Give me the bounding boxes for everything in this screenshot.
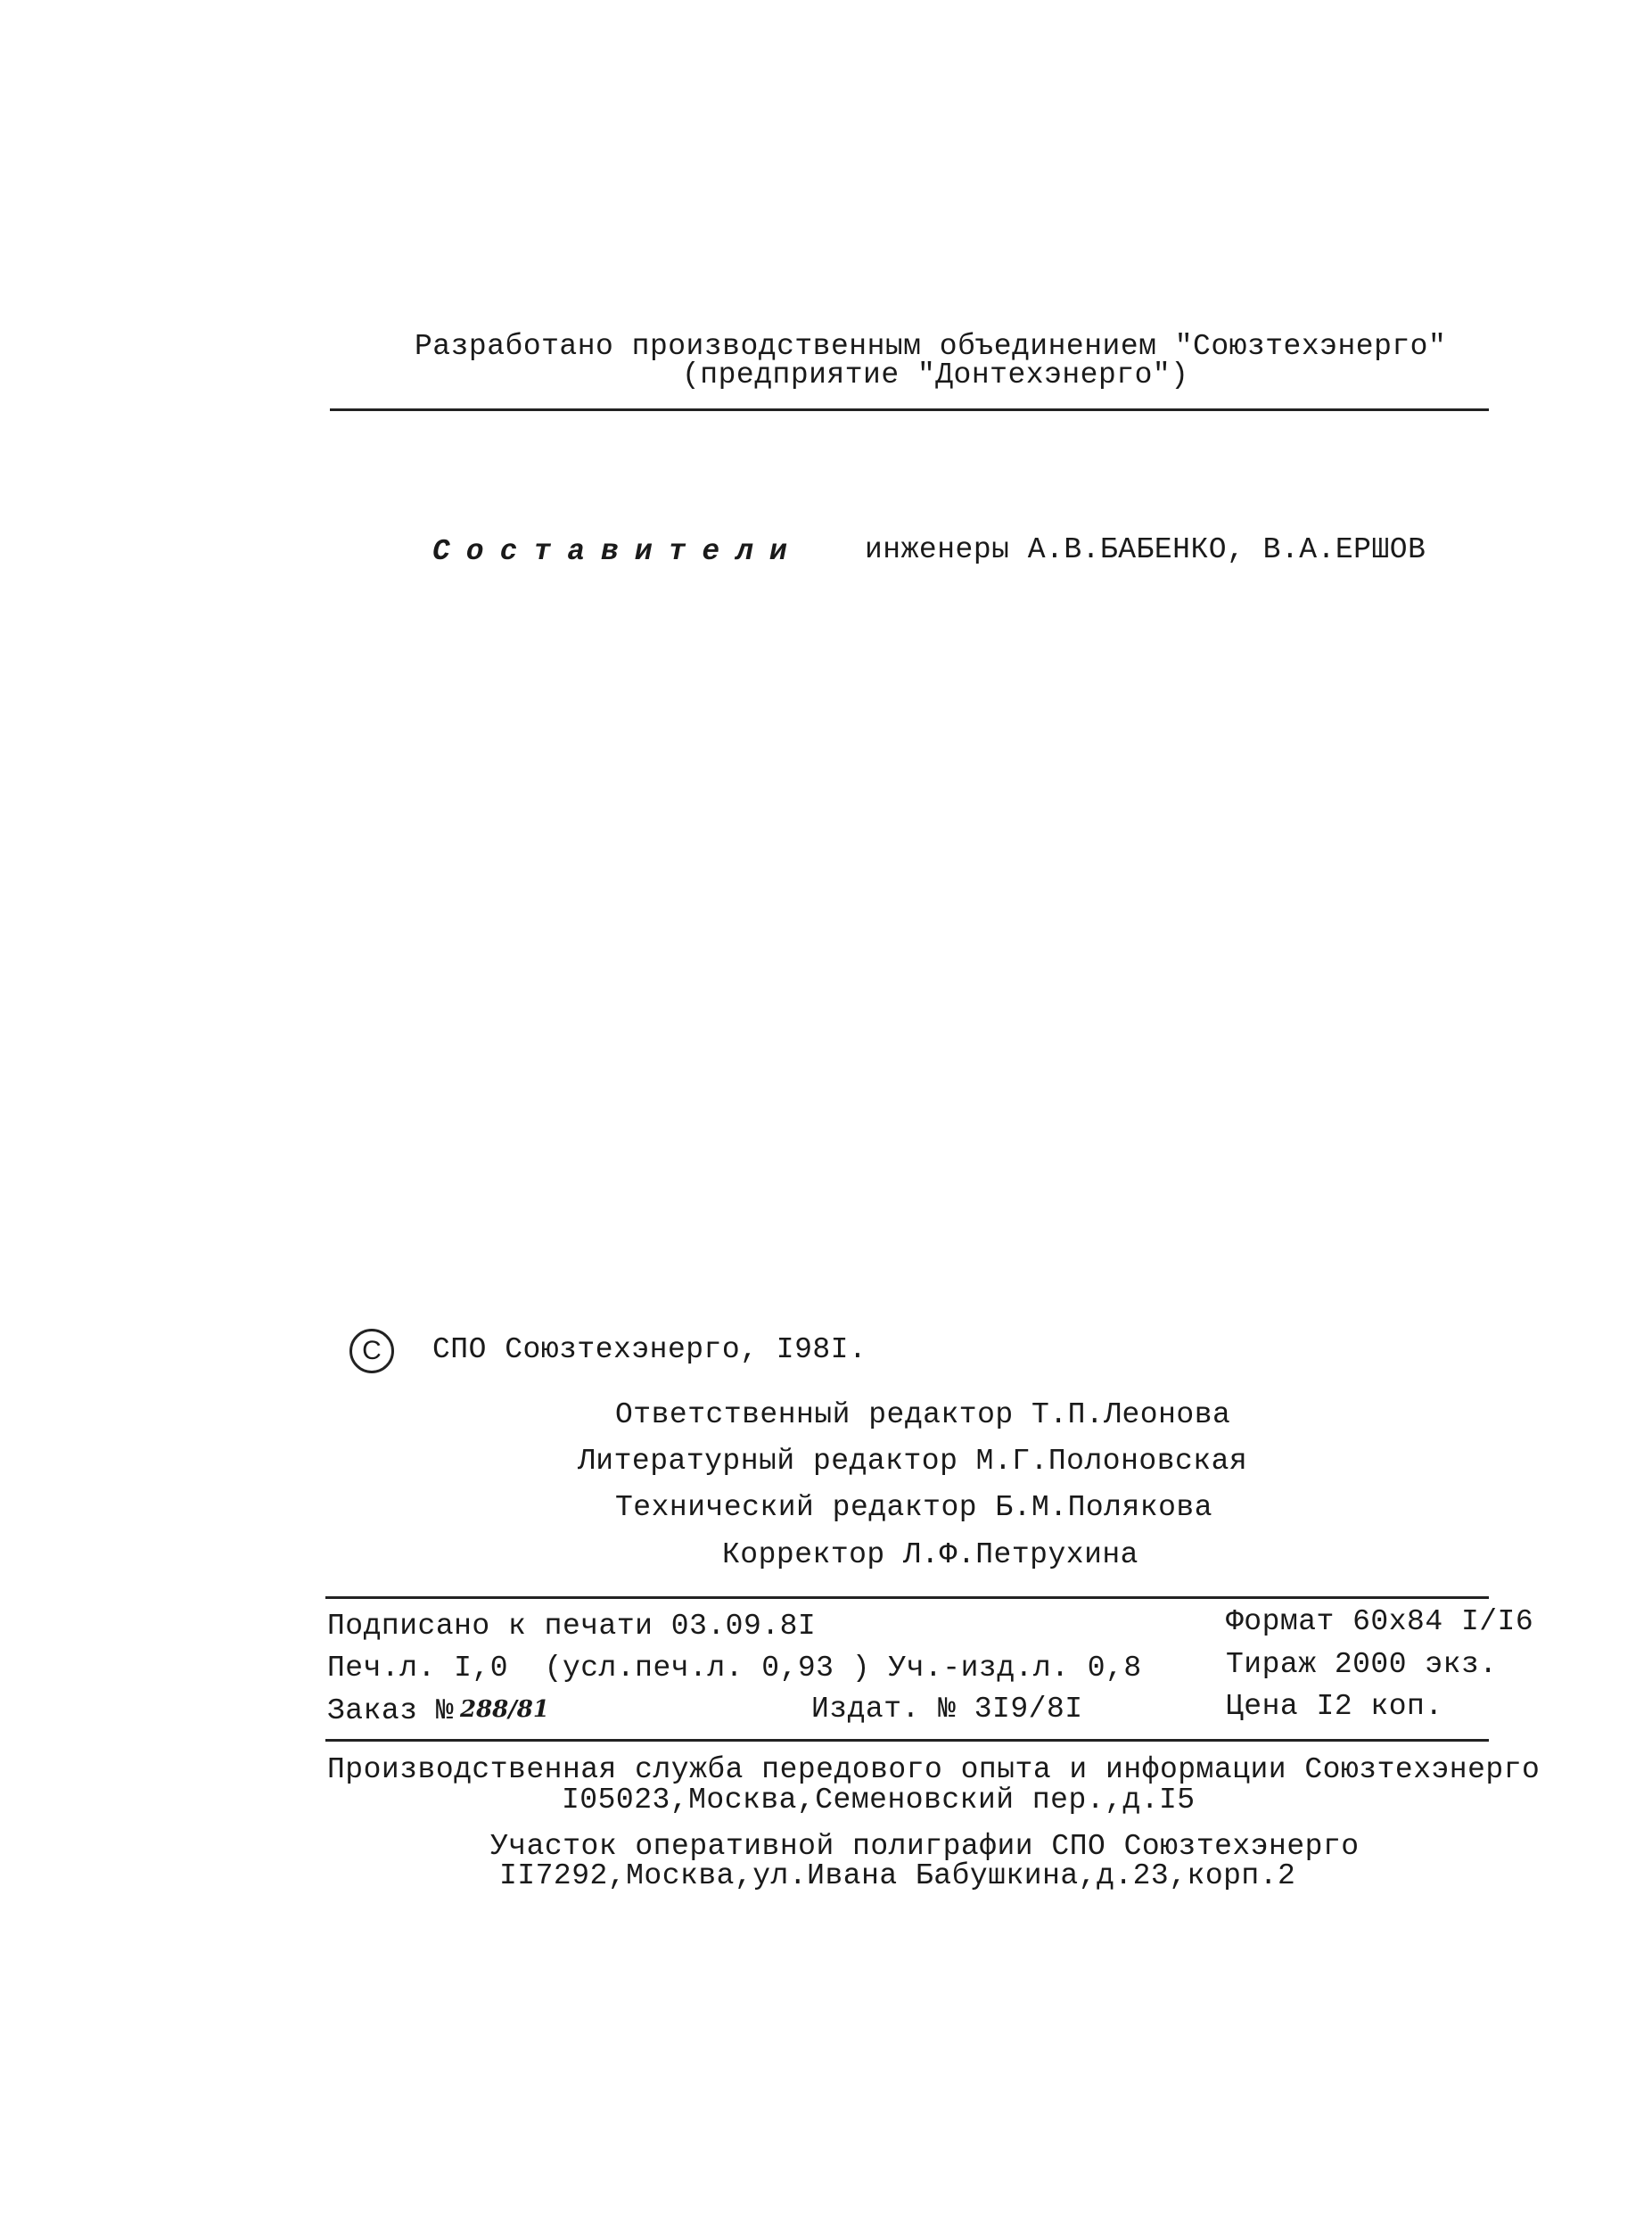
printing-line-2: II7292,Москва,ул.Ивана Бабушкина,д.23,корп.2: [499, 1859, 1296, 1892]
service-line-1: Производственная служба передового опыта и информации Союзтехэнерго: [327, 1753, 1541, 1786]
circulation: Тираж 2000 экз.: [1226, 1648, 1498, 1681]
compilers-label: Составители: [432, 535, 803, 568]
compilers-names: инженеры А.В.БАБЕНКО, В.А.ЕРШОВ: [865, 533, 1426, 566]
signed-to-print: Подписано к печати 03.09.8I: [327, 1610, 817, 1643]
paper-format: Формат 60х84 I/I6: [1226, 1605, 1534, 1638]
printed-sheets: Печ.л. I,0 (усл.печ.л. 0,93 ) Уч.-изд.л. 0,8: [327, 1652, 1142, 1685]
imprint-bottom-rule: [325, 1739, 1489, 1742]
copyright-text: СПО Союзтехэнерго, I98I.: [432, 1333, 867, 1366]
copyright-icon: C: [349, 1329, 394, 1373]
order-number: 288/81: [460, 1696, 549, 1723]
header-rule: [330, 408, 1489, 411]
responsible-editor: Ответственный редактор Т.П.Леонова: [615, 1398, 1231, 1431]
literary-editor: Литературный редактор М.Г.Полоновская: [578, 1445, 1248, 1478]
technical-editor: Технический редактор Б.М.Полякова: [615, 1491, 1213, 1524]
corrector: Корректор Л.Ф.Петрухина: [722, 1538, 1138, 1571]
service-line-2: I05023,Москва,Семеновский пер.,д.I5: [562, 1784, 1196, 1817]
developer-line-1: Разработано производственным объединением "Союзтехэнерго": [415, 330, 1447, 363]
order-label: Заказ №: [327, 1694, 455, 1727]
publication-number: Издат. № 3I9/8I: [811, 1693, 1083, 1726]
imprint-top-rule: [325, 1596, 1489, 1599]
printing-line-1: Участок оперативной полиграфии СПО Союзтехэнерго: [490, 1830, 1360, 1863]
price: Цена I2 коп.: [1226, 1690, 1443, 1723]
developer-line-2: (предприятие "Донтехэнерго"): [682, 358, 1189, 391]
